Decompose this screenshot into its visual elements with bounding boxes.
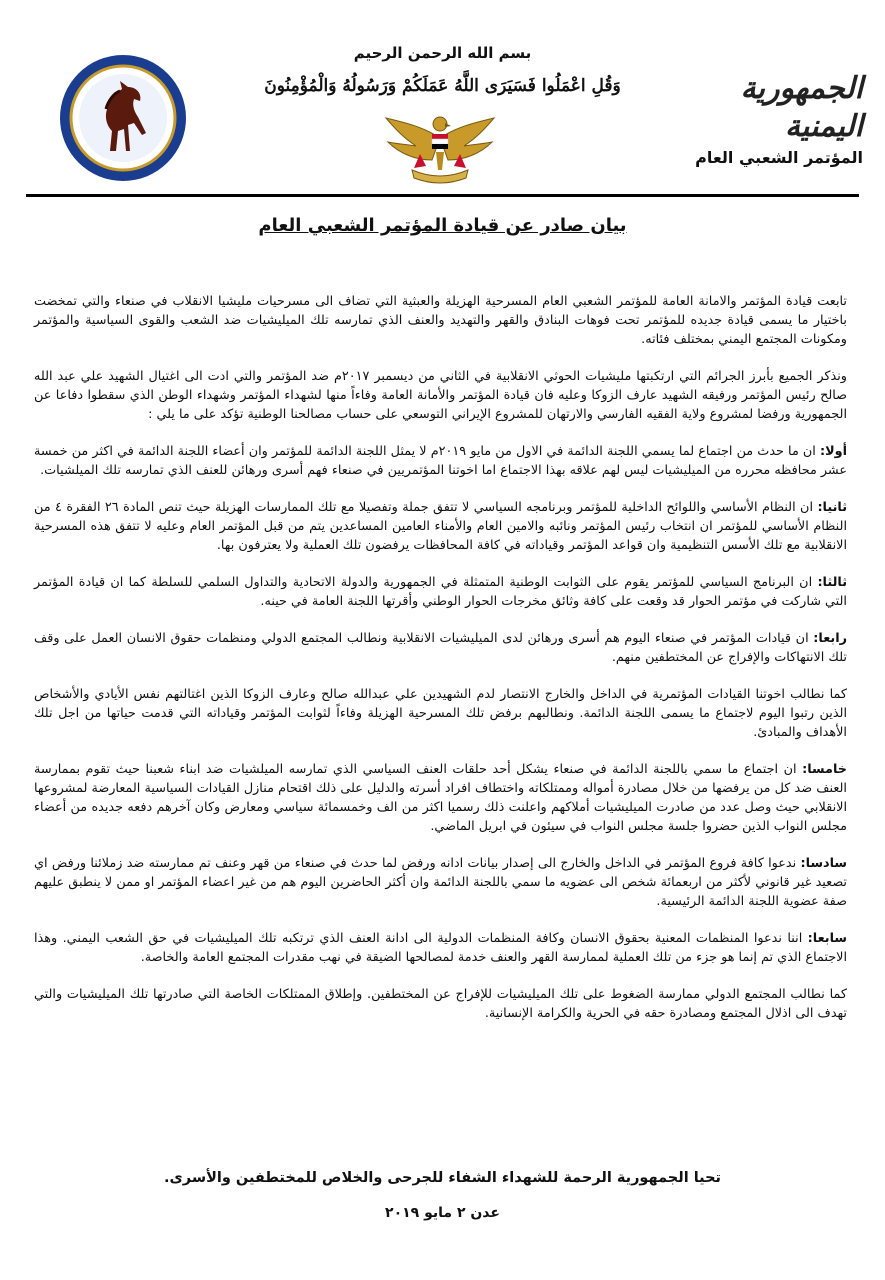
paragraph-final-appeal xyxy=(34,985,847,1023)
paragraph-appeal xyxy=(34,685,847,742)
statement-date: عدن ٢ مايو ٢٠١٩ xyxy=(385,1205,500,1221)
paragraph-reminder xyxy=(34,367,847,424)
paragraph-lead: سابعا: xyxy=(807,931,847,946)
eagle-emblem-icon xyxy=(382,108,498,192)
gpc-horse-logo-icon xyxy=(58,53,188,183)
paragraph-text: ان اجتماع ما سمي باللجنة الدائمة في صنعاء يشكل أحد حلقات العنف السياسي الذي تمارسه الميلشيات ضد ابناء شعبنا حيث تقوم بممارسة العنف ضد كل من يرفضها من خلال مصادرة أمواله وممتلكاته واختطاف افراد أسرته والدليل على ذلك اقتحام منازل القيادات السياسية المعارضة لمشروعها الانقلابي حيث وصل عدد من صادرت الميليشيات أملاكهم واعلنت ذلك رسميا اكثر من الف وخمسمائة سياسي ومعارض وكان آخرهم دفعه جديده من أعضاء مجلس النواب الذين حضروا جلسة مجلس النواب في سيئون في ابريل الماضي. xyxy=(34,762,847,834)
paragraph-lead: سادسا: xyxy=(800,856,847,871)
paragraph-text: ونذكر الجميع بأبرز الجرائم التي ارتكبتها مليشيات الحوثي الانقلابية في الثاني من ديسمبر ٢٠١٧م ضد المؤتمر والتي ادت الى اغتيال الشهيد علي عبد الله صالح رئيس المؤتمر ورفيقه الشهيد عارف الزوكا وعليه فان قيادة المؤتمر والأمانة العامة وفاءاً منها لشهداء المؤتمر وشهداء الوطن الذي سقطوا دفاعا عن الجمهورية ورفضا لمشروع ولاية الفقيه الفارسي والارتهان للمشروع الإيراني التوسعي على حساب مصالحنا الوطنية تؤكد على ما يلي : xyxy=(34,369,847,422)
paragraph-text: ان قيادات المؤتمر في صنعاء اليوم هم أسرى ورهائن لدى الميليشيات الانقلابية ونطالب المجتمع الدولي ومنظمات حقوق الانسان العمل على وقف تلك الانتهاكات والإفراج عن المختطفين منهم. xyxy=(34,631,847,665)
paragraph-fifth xyxy=(34,760,847,836)
republic-calligraphy: الجمهورية اليمنية xyxy=(740,71,863,144)
paragraph-text: اننا ندعوا المنظمات المعنية بحقوق الانسان وكافة المنظمات الدولية الى ادانة العنف الذي ترتكبه تلك الميليشيات في حق الشعب اليمني. وهذا الاجتماع الذي تم إنما هو جزء من تلك العملية لممارسة القهر والعنف خدمة لمصالحها الضيقة في نهب مقدرات المجتمع العامة والخاصة. xyxy=(34,931,847,965)
paragraph-lead: خامسا: xyxy=(802,762,847,777)
paragraph-fourth xyxy=(34,629,847,667)
header-divider xyxy=(26,194,859,197)
paragraph-text: ان النظام الأساسي واللوائح الداخلية للمؤتمر وبرنامجه السياسي لا تتفق جملة وتفصيلا مع تلك الممارسات الهزيلة حيث تنص المادة ٢٦ الفقرة ٤ من النظام الأساسي للمؤتمر ان انتخاب رئيس المؤتمر ونائبه والامين العام والأمناء العامين المساعدين يتم من قبل المؤتمر العام وعليه لا تتفق هذه المسرحية الانقلابية مع تلك الأسس التنظيمية وان قواعد المؤتمر وقياداته في كافة المحافظات يرفضون تلك العملية ولا يعترفون بها. xyxy=(34,500,847,553)
closing-line: تحيا الجمهورية الرحمة للشهداء الشفاء للجرحى والخلاص للمختطفين والأسرى. xyxy=(164,1170,721,1186)
party-name: المؤتمر الشعبي العام xyxy=(695,148,863,167)
paragraph-text: كما نطالب المجتمع الدولي ممارسة الضغوط على تلك الميليشيات للإفراج عن المختطفين. وإطلاق الممتلكات الخاصة التي صادرتها تلك الميليشيات والتي تهدف الى اذلال المجتمع ومصادرة حقه في الحرية والكرامة الإنسانية. xyxy=(34,987,847,1021)
paragraph-text: كما نطالب اخوتنا القيادات المؤتمرية في الداخل والخارج الانتصار لدم الشهيدين علي عبدالله صالح وعارف الزوكا الذين اغتالتهم نفس الأيادي والأشخاص الذين رتبوا اليوم لاجتماع ما يسمى اللجنة الدائمة. ونطالبهم برفض تلك المسرحية الهزيلة وفاءاً لثوابت المؤتمر وقياداته التي قدمت حياتها من اجل تلك الأهداف والمبادئ. xyxy=(34,687,847,740)
paragraph-text: تابعت قيادة المؤتمر والامانة العامة للمؤتمر الشعبي العام المسرحية الهزيلة والعبثية التي تضاف الى مسرحيات مليشيا الانقلاب في صنعاء والتي تمخضت باختيار ما يسمى قيادة جديده للمؤتمر تحت فوهات البنادق والقهر والتهديد والعنف الذي تمارسه تلك الميليشيات ضد الشعب والقوى السياسية والمؤتمر ومكونات المجتمع اليمني بمختلف فئاته. xyxy=(34,294,847,347)
letterhead-right xyxy=(663,70,863,167)
paragraph-sixth xyxy=(34,854,847,911)
statement-title-text: بيان صادر عن قيادة المؤتمر الشعبي العام xyxy=(258,215,627,236)
quran-verse: وَقُلِ اعْمَلُوا فَسَيَرَى اللَّهُ عَمَلَكُمْ وَرَسُولُهُ وَالْمُؤْمِنُونَ xyxy=(264,76,621,96)
paragraph-text: ندعوا كافة فروع المؤتمر في الداخل والخارج الى إصدار بيانات ادانه ورفض لما حدث في صنعاء من قهر وعنف تم ممارسته ضد زملائنا ورفض اي تصعيد غير قانوني لأكثر من اربعمائة شخص الى عضويه ما سمي باللجنة الدائمة وان أكثر الحاضرين اليوم هم من غير اعضاء المؤتمر او ممن لا ينطبق عليهم صفة عضوية اللجنة الدائمة الرئيسية. xyxy=(34,856,847,909)
paragraph-lead: ثالثا: xyxy=(817,575,847,590)
letterhead-center xyxy=(250,44,635,96)
paragraph-lead: رابعا: xyxy=(813,631,847,646)
paragraph-lead: ثانيا: xyxy=(817,500,847,515)
paragraph-lead: أولا: xyxy=(819,444,847,459)
paragraph-first xyxy=(34,442,847,480)
paragraph-text: ان البرنامج السياسي للمؤتمر يقوم على الثوابت الوطنية المتمثلة في الجمهورية والدولة الاتحادية والتداول السلمي للسلطة كما ان قيادة المؤتمر التي شاركت في مؤتمر الحوار قد وقعت على كافة وثائق مخرجات الحوار الوطني وأقرتها اللجنة العامة في حينه. xyxy=(34,575,847,609)
paragraph-text: ان ما حدث من اجتماع لما يسمي اللجنة الدائمة في الاول من مايو ٢٠١٩م لا يمثل اللجنة الدائمة للمؤتمر وان أعضاء اللجنة الدائمة في اكثر من خمسة عشر محافظه محرره من الميليشيات ليس لهم علاقه بهذا الاجتماع اما اخوتنا المؤتمريين في صنعاء فهم أسرى ورهائن للعنف الذي تمارسه تلك الميلشيات. xyxy=(34,444,847,478)
paragraph-seventh xyxy=(34,929,847,967)
paragraph-intro xyxy=(34,292,847,349)
statement-title xyxy=(0,215,885,236)
basmala: بسم الله الرحمن الرحيم xyxy=(353,44,532,62)
paragraph-third xyxy=(34,573,847,611)
paragraph-second xyxy=(34,498,847,555)
statement-body xyxy=(34,292,847,1041)
